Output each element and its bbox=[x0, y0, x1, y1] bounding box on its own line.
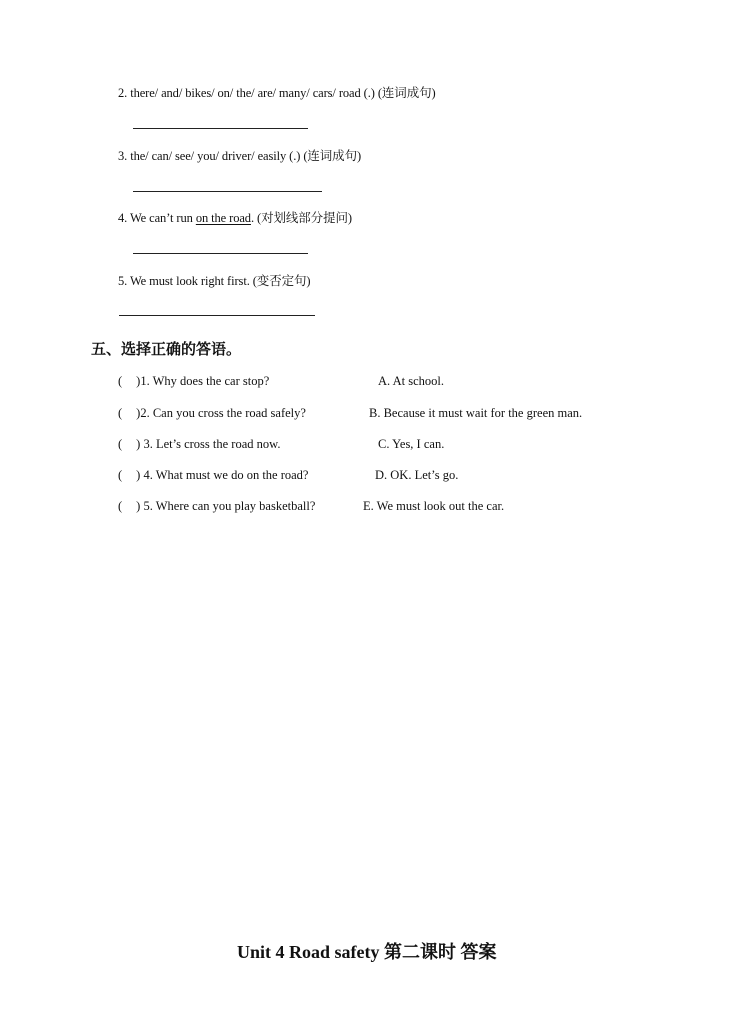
answer-bracket-close: ) bbox=[136, 437, 141, 451]
answer-bracket-close: ) bbox=[136, 468, 141, 482]
answer-bracket-open: ( bbox=[118, 406, 123, 420]
option-b: B. Because it must wait for the green man. bbox=[369, 406, 583, 420]
answer-bracket-open: ( bbox=[118, 374, 123, 388]
answer-bracket-close: ) bbox=[136, 374, 141, 388]
option-e: E. We must look out the car. bbox=[363, 499, 505, 513]
question-text-4: 4. What must we do on the road? bbox=[140, 468, 309, 482]
question-text-1: 1. Why does the car stop? bbox=[140, 374, 270, 388]
task-3-answer-line[interactable] bbox=[133, 191, 322, 192]
question-text-2: 2. Can you cross the road safely? bbox=[140, 406, 306, 420]
option-d: D. OK. Let’s go. bbox=[375, 468, 459, 482]
matching-row-5 bbox=[118, 499, 315, 514]
task-5-text bbox=[118, 271, 310, 289]
answer-bracket-open: ( bbox=[118, 437, 123, 451]
answer-bracket-open: ( bbox=[118, 468, 123, 482]
question-text-5: 5. Where can you play basketball? bbox=[140, 499, 316, 513]
answer-bracket-close: ) bbox=[136, 406, 141, 420]
answer-key-title: Unit 4 Road safety 第二课时 答案 bbox=[237, 942, 497, 962]
task-4-text bbox=[118, 208, 352, 226]
option-a: A. At school. bbox=[378, 374, 444, 388]
answer-bracket-close: ) bbox=[136, 499, 141, 513]
matching-row-2 bbox=[118, 406, 306, 421]
task-5-answer-line[interactable] bbox=[119, 315, 315, 316]
matching-row-3 bbox=[118, 437, 280, 452]
task-4-underlined-phrase: on the road bbox=[195, 211, 251, 225]
task-2-text bbox=[118, 83, 436, 101]
task-3-prefix: 3. the/ can/ see/ you/ driver/ easily (.) (连词成句) bbox=[118, 149, 362, 163]
answer-bracket-open: ( bbox=[118, 499, 123, 513]
matching-row-1 bbox=[118, 374, 269, 389]
task-4-answer-line[interactable] bbox=[133, 253, 308, 254]
task-2-prefix: 2. there/ and/ bikes/ on/ the/ are/ many/ cars/ road (.) (连词成句) bbox=[118, 86, 436, 100]
task-2-answer-line[interactable] bbox=[133, 128, 308, 129]
task-3-text bbox=[118, 146, 361, 164]
option-c: C. Yes, I can. bbox=[378, 437, 445, 451]
section-5-title: 五、选择正确的答语。 bbox=[91, 340, 242, 358]
matching-row-4 bbox=[118, 468, 308, 483]
task-4-suffix: . (对划线部分提问) bbox=[250, 211, 352, 225]
task-5-prefix: 5. We must look right first. (变否定句) bbox=[118, 274, 311, 288]
question-text-3: 3. Let’s cross the road now. bbox=[140, 437, 281, 451]
task-4-prefix: 4. We can’t run bbox=[118, 211, 196, 225]
